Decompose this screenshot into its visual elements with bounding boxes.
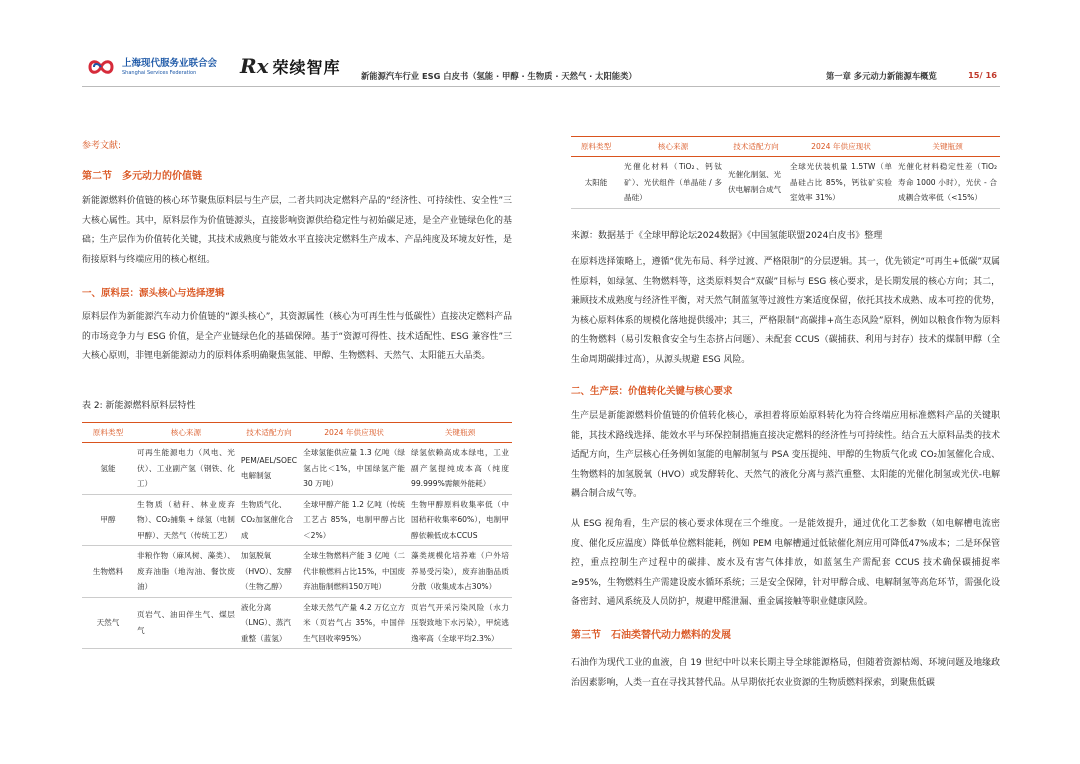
column-header: 2024 年供应现状 xyxy=(300,423,408,443)
cell-source: 生物质（秸秆、林业废弃物）、CO₂捕集 + 绿氢（电制甲醇）、天然气（传统工艺） xyxy=(134,494,238,546)
federation-name-en: Shanghai Services Federation xyxy=(122,69,197,76)
subsection-title: 二、生产层：价值转化关键与核心要求 xyxy=(571,386,733,397)
cell-tech: 加氢脱氧（HVO）、发酵（生物乙醇） xyxy=(238,546,300,598)
cell-type: 太阳能 xyxy=(571,157,621,209)
cell-supply: 全球天然气产量 4.2 万亿立方米（页岩气占 35%，中国伴生气回收率95%） xyxy=(300,597,408,649)
material-table xyxy=(82,422,512,649)
cell-type: 甲醇 xyxy=(82,494,134,546)
paragraph: 新能源燃料价值链的核心环节聚焦原料层与生产层，二者共同决定燃料产品的“经济性、可持续性、安全性”三大核心属性。其中，原料层作为价值链源头，直接影响资源供给稳定性与初始碳足迹，是全产业链绿色化的基础；生产层作为价值转化关键，其技术成熟度与能效水平直接决定燃料生产成本、产品纯度及环境友好性，是衔接原料与终端应用的核心枢纽。 xyxy=(82,196,512,265)
federation-logo xyxy=(86,54,217,80)
table-header-row xyxy=(571,137,1000,157)
table-row xyxy=(571,157,1000,209)
column-header: 原料类型 xyxy=(571,137,621,157)
cell-bottleneck: 生物甲醇原料收集率低（中国秸秆收集率60%），电制甲醇依赖低成本CCUS xyxy=(408,494,512,546)
paragraph: 从 ESG 视角看，生产层的核心要求体现在三个维度。一是能效提升，通过优化工艺参数（如电解槽电流密度、催化反应温度）降低单位燃料能耗，例如 PEM 电解槽通过低铱催化剂应用可降低47%成本；二是环保管控，重点控制生产过程中的碳排、废水及有害气体排放，如蓝氢生产需配套 CCUS 技术确保碳捕捉率≥95%，生物燃料生产需建设废水循环系统；三是安全保障，针对甲醇合成、电解制氢等高危环节，需强化设备密封、通风系统及人员防护，规避甲醛泄漏、重金属接触等职业健康风险。 xyxy=(571,519,1000,607)
table-caption: 表 2: 新能源燃料原料层特性 xyxy=(82,401,196,411)
cell-supply: 全球氢能供应量 1.3 亿吨（绿氢占比＜1%，中国绿氢产能 30 万吨） xyxy=(300,443,408,495)
cell-source: 可再生能源电力（风电、光伏）、工业副产氢（钢铁、化工） xyxy=(134,443,238,495)
column-header: 关键瓶颈 xyxy=(895,137,1000,157)
paragraph: 原料层作为新能源汽车动力价值链的“源头核心”，其资源属性（核心为可再生性与低碳性）直接决定燃料产品的市场竞争力与 ESG 价值，是全产业链绿色化的基础保障。基于“资源可得性、技术适配性、ESG 兼容性”三大核心原则，非锂电新能源动力的原料体系明确聚焦氢能、甲醇、生物燃料、天然气、太阳能五大品类。 xyxy=(82,312,512,361)
federation-name: 上海现代服务业联合会 xyxy=(122,57,218,69)
column-header: 技术适配方向 xyxy=(238,423,300,443)
table-row xyxy=(82,494,512,546)
table-row xyxy=(82,443,512,495)
cell-type: 生物燃料 xyxy=(82,546,134,598)
cell-source: 非粮作物（麻风树、藻类）、废弃油脂（地沟油、餐饮废油） xyxy=(134,546,238,598)
cell-bottleneck: 绿氢依赖高成本绿电，工业副产氢提纯成本高（纯度99.999%需额外能耗） xyxy=(408,443,512,495)
table-row xyxy=(82,546,512,598)
page-number: 15/ 16 xyxy=(968,70,998,80)
cell-type: 天然气 xyxy=(82,597,134,649)
table-header-row xyxy=(82,423,512,443)
cell-supply: 全球生物燃料产能 3 亿吨（二代非粮燃料占比15%，中国废弃油脂制燃料150万吨） xyxy=(300,546,408,598)
column-header: 核心来源 xyxy=(621,137,725,157)
section-title: 第二节 多元动力的价值链 xyxy=(82,171,202,182)
cell-tech: 液化分离（LNG）、蒸汽重整（蓝氢） xyxy=(238,597,300,649)
cell-tech: PEM/AEL/SOEC 电解制氢 xyxy=(238,443,300,495)
column-header: 原料类型 xyxy=(82,423,134,443)
cell-source: 光催化材料（TiO₂、钙钛矿）、光伏组件（单晶硅 / 多晶硅） xyxy=(621,157,725,209)
subsection-title: 一、原料层：源头核心与选择逻辑 xyxy=(82,288,225,299)
cell-source: 页岩气、油田伴生气、煤层气 xyxy=(134,597,238,649)
brand-mark: Rx xyxy=(240,54,269,78)
header-divider xyxy=(82,86,1000,87)
brand-name: 荣续智库 xyxy=(272,57,341,77)
paragraph: 生产层是新能源燃料价值链的价值转化核心，承担着将原始原料转化为符合终端应用标准燃料产品的关键职能，其技术路线选择、能效水平与环保控制措施直接决定燃料的经济性与可持续性。结合五大原料品类的技术适配方向，生产层核心任务例如氢能的电解制氢与 PSA 变压提纯、甲醇的生物质气化或 CO₂加氢催化合成、生物燃料的加氢脱氧（HVO）或发酵转化、天然气的液化分离与蒸汽重整、太阳能的光催化制氢或光伏-电解耦合制合成气等。 xyxy=(571,411,1000,499)
source-note: 来源：数据基于《全球甲醇论坛2024数据》《中国氢能联盟2024白皮书》整理 xyxy=(571,231,883,241)
material-table-continued xyxy=(571,136,1000,209)
paragraph: 石油作为现代工业的血液，自 19 世纪中叶以来长期主导全球能源格局，但随着资源枯竭、环境问题及地缘政治因素影响，人类一直在寻找其替代品。从早期依托农业资源的生物质燃料探索，到聚焦低碳 xyxy=(571,658,1000,688)
table-row xyxy=(82,597,512,649)
column-header: 技术适配方向 xyxy=(725,137,787,157)
cell-supply: 全球光伏装机量 1.5TW（单晶硅占比 85%，钙钛矿实验室效率 31%） xyxy=(787,157,895,209)
federation-logo-icon xyxy=(86,56,116,78)
chapter-title: 第一章 多元动力新能源车概览 xyxy=(826,71,937,81)
document-title: 新能源汽车行业 ESG 白皮书（氢能 · 甲醇 · 生物质 · 天然气 · 太阳能类） xyxy=(361,71,637,81)
cell-bottleneck: 光催化材料稳定性差（TiO₂寿命 1000 小时），光伏 - 合成耦合效率低（<15%） xyxy=(895,157,1000,209)
paragraph: 在原料选择策略上，遵循“优先布局、科学过渡、严格限制”的分层逻辑。其一，优先锁定“可再生+低碳”双属性原料，如绿氢、生物燃料等，这类原料契合“双碳”目标与 ESG 核心要求，是长期发展的核心方向；其二，兼顾技术成熟度与经济性平衡，对天然气制蓝氢等过渡性方案适度保留，依托其技术成熟、成本可控的优势，为核心原料体系的规模化落地提供缓冲；其三，严格限制“高碳排+高生态风险”原料，例如以粮食作物为原料的生物燃料（易引发粮食安全与生态挤占问题）、未配套 CCUS（碳捕获、利用与封存）技术的煤制甲醇（全生命周期碳排过高），从源头规避 ESG 风险。 xyxy=(571,257,1000,365)
section-title: 第三节 石油类替代动力燃料的发展 xyxy=(571,630,731,641)
cell-tech: 生物质气化、CO₂加氢催化合成 xyxy=(238,494,300,546)
cell-supply: 全球甲醇产能 1.2 亿吨（传统工艺占 85%，电制甲醇占比＜2%） xyxy=(300,494,408,546)
cell-bottleneck: 页岩气开采污染风险（水力压裂致地下水污染），甲烷逃逸率高（全球平均2.3%） xyxy=(408,597,512,649)
cell-tech: 光催化制氢、光伏电解制合成气 xyxy=(725,157,787,209)
cell-bottleneck: 藻类规模化培养难（户外培养易受污染），废弃油脂品质分散（收集成本占30%） xyxy=(408,546,512,598)
page-header xyxy=(0,0,1080,100)
column-header: 2024 年供应现状 xyxy=(787,137,895,157)
column-header: 关键瓶颈 xyxy=(408,423,512,443)
cell-type: 氢能 xyxy=(82,443,134,495)
brand-logo xyxy=(240,53,341,79)
references-label: 参考文献: xyxy=(82,141,122,151)
column-header: 核心来源 xyxy=(134,423,238,443)
